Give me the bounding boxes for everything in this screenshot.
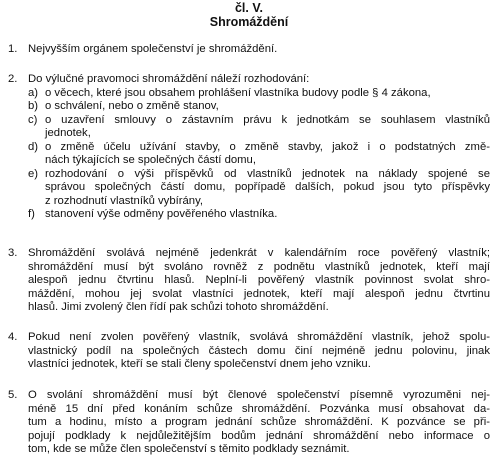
clause-text — [28, 331, 490, 372]
text-line: pojují podklady k nejdůležitějším bodům jednání shromáždění nebo informace o — [28, 429, 490, 442]
article-title: Shromáždění — [209, 15, 289, 29]
text-line: máždění, mohou jej svolat vlastníci jednotek, kteří mají alespoň jednu čtvrtinu — [28, 287, 490, 300]
clause-1 — [8, 43, 490, 57]
text-line: o uzavření smlouvy o zástavním právu k jednotkám se souhlasem vlastníků — [45, 113, 490, 126]
subclause — [28, 114, 490, 141]
subclause — [28, 208, 490, 222]
text-line: o změně účelu užívání stavby, o změně stavby, jakož i o podstatných změ- — [45, 140, 490, 153]
text-line: alespoň jednu čtvrtinu hlasů. Neplní-li pověřený vlastník povinnost svolat shro- — [28, 274, 490, 286]
clause-text — [28, 73, 490, 87]
subclause-letter: d) — [28, 140, 39, 153]
subclause — [28, 87, 490, 101]
subclause-letter: c) — [28, 113, 38, 126]
text-line: Do výlučné pravomoci shromáždění náleží rozhodování: — [28, 73, 310, 85]
text-line: O svolání shromáždění musí být členové společenství písemně vyrozuměni nej- — [28, 389, 490, 401]
text-line: z rozhodnutí vlastníků vybírány, — [45, 194, 204, 207]
text-line: nách týkajících se společných částí domu, — [45, 154, 256, 166]
text-line: tom, kde se může člen společenství s těmito podklady seznámit. — [28, 443, 350, 455]
subclause-letter: e) — [28, 167, 39, 180]
clause-3 — [8, 247, 490, 315]
text-line: shromáždění musí být svoláno rovněž z podnětu vlastníků jednotek, kteří mají — [28, 260, 490, 273]
clause-text — [28, 247, 490, 315]
clause-number: 2. — [8, 73, 18, 85]
clause-text — [28, 389, 490, 457]
clause-number: 3. — [8, 247, 18, 259]
clause-number: 5. — [8, 389, 18, 401]
clause-text — [28, 43, 490, 57]
text-line: stanovení výše odměny pověřeného vlastníka. — [45, 208, 278, 220]
text-line: vlastnický podíl na společných částech domu činí nejméně jednu polovinu, jinak — [28, 344, 490, 357]
text-line: tum a hodinu, místo a program jednání schůze shromáždění. K pozvánce se při- — [28, 416, 490, 428]
clause-number: 4. — [8, 331, 18, 343]
text-line: méně 15 dní před konáním schůze shromáždění. Pozvánka musí obsahovat da- — [28, 402, 490, 415]
text-line: správou společných částí domu, popřípadě dalších, pokud jsou tyto příspěvky — [45, 181, 490, 193]
text-line: Shromáždění svolává nejméně jedenkrát v kalendářním roce pověřený vlastník; — [28, 247, 490, 259]
subclause-letter: a) — [28, 86, 39, 99]
subclause-letter: b) — [28, 100, 39, 112]
text-line: rozhodování o výši příspěvků od vlastníků jednotek na náklady spojené se — [45, 167, 490, 180]
text-line: hlasů. Jimi zvolený člen řídí pak schůzi tohoto shromáždění. — [28, 301, 329, 313]
subclause — [28, 168, 490, 209]
subclause — [28, 100, 490, 114]
text-line: jednotek, — [45, 127, 91, 139]
clause-5 — [8, 389, 490, 457]
subclause-letter: f) — [28, 208, 35, 220]
text-line: Nejvyšším orgánem společenství je shromáždění. — [28, 43, 278, 55]
text-line: o věcech, které jsou obsahem prohlášení vlastníka budovy podle § 4 zákona, — [45, 86, 431, 99]
clause-number: 1. — [8, 43, 18, 55]
article-number: čl. V. — [234, 1, 264, 15]
clause-2 — [8, 73, 490, 222]
clause-4 — [8, 331, 490, 372]
text-line: Pokud není zvolen pověřený vlastník, svolává shromáždění vlastník, jehož spolu- — [28, 331, 490, 343]
text-line: vlastníci jednotek, kteří se stali členy společenství dnem jeho vzniku. — [28, 358, 371, 370]
subclause — [28, 141, 490, 168]
text-line: o schválení, nebo o změně stanov, — [45, 100, 219, 112]
